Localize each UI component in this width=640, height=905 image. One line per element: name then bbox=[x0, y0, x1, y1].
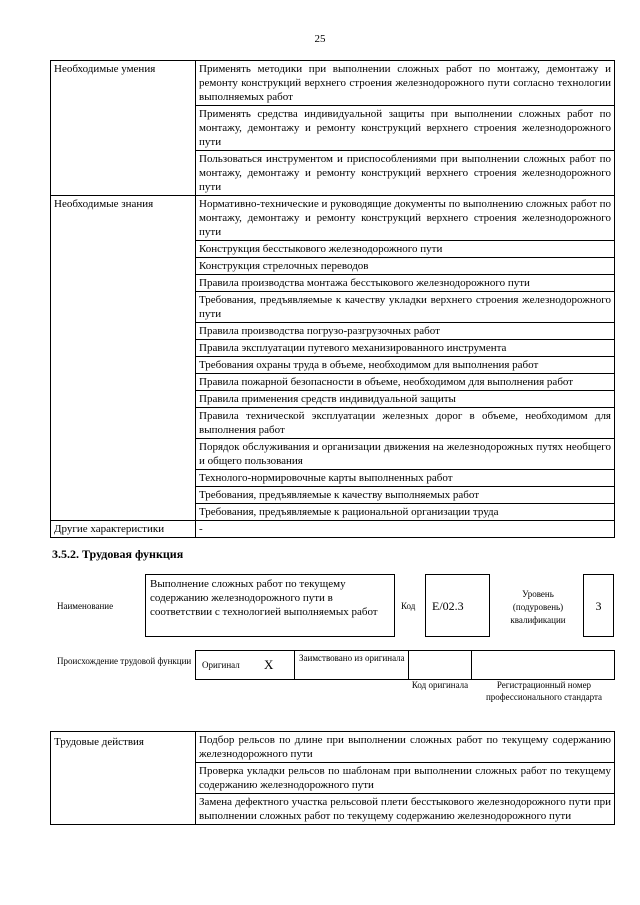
page-number: 25 bbox=[314, 33, 326, 45]
original-mark: X bbox=[264, 657, 274, 672]
table-cell: Требования, предъявляемые к качеству выполняемых работ bbox=[196, 487, 615, 504]
table-cell: Правила производства погрузо-разгрузочных работ bbox=[196, 323, 615, 340]
table-cell: Технолого-нормировочные карты выполненных работ bbox=[196, 470, 615, 487]
section-title: 3.5.2. Трудовая функция bbox=[52, 547, 184, 561]
table-cell: Правила производства монтажа бесстыкового железнодорожного пути bbox=[196, 275, 615, 292]
row-label-actions: Трудовые действия bbox=[51, 732, 196, 825]
row-label-skills: Необходимые умения bbox=[51, 61, 196, 196]
reg-number-box bbox=[471, 650, 615, 680]
borrowed-label: Заимствовано из оригинала bbox=[299, 653, 405, 663]
level-box bbox=[583, 574, 614, 637]
origin-code-label: Код оригинала bbox=[411, 680, 469, 690]
table-row bbox=[51, 732, 615, 763]
row-label-knowledge: Необходимые знания bbox=[51, 196, 196, 521]
function-name-box bbox=[145, 574, 395, 637]
table-row bbox=[51, 61, 615, 106]
table-cell: Пользоваться инструментом и приспособлениями при выполнении сложных работ по монтажу, демонтажу и ремонту конструкций верхнего строения железнодорожного пути bbox=[196, 151, 615, 196]
original-label: Оригинал bbox=[202, 660, 240, 670]
reg-number-label: Регистрационный номер профессионального стандарта bbox=[485, 680, 603, 702]
table-cell: Конструкция стрелочных переводов bbox=[196, 258, 615, 275]
table-cell: Требования, предъявляемые к качеству укладки верхнего строения железнодорожного пути bbox=[196, 292, 615, 323]
table-cell: Нормативно-технические и руководящие документы по выполнению сложных работ по монтажу, демонтажу и ремонту конструкций верхнего строения железнодорожного пути bbox=[196, 196, 615, 241]
table-cell: Требования, предъявляемые к рациональной организации труда bbox=[196, 504, 615, 521]
table-cell: Правила применения средств индивидуальной защиты bbox=[196, 391, 615, 408]
table-cell: Применять средства индивидуальной защиты при выполнении сложных работ по монтажу, демонтажу и ремонту конструкций верхнего строения железнодорожного пути bbox=[196, 106, 615, 151]
table-row bbox=[51, 521, 615, 538]
table-cell: - bbox=[196, 521, 615, 538]
table-cell: Правила технической эксплуатации железных дорог в объеме, необходимом для выполнения работ bbox=[196, 408, 615, 439]
original-box bbox=[195, 650, 295, 680]
level-value: 3 bbox=[595, 599, 602, 613]
borrowed-box bbox=[294, 650, 409, 680]
table-cell: Требования охраны труда в объеме, необходимом для выполнения работ bbox=[196, 357, 615, 374]
table-row bbox=[51, 196, 615, 241]
table-cell: Правила эксплуатации путевого механизированного инструмента bbox=[196, 340, 615, 357]
table-cell: Подбор рельсов по длине при выполнении сложных работ по текущему содержанию железнодорожного пути bbox=[196, 732, 615, 763]
table-cell: Конструкция бесстыкового железнодорожного пути bbox=[196, 241, 615, 258]
table-cell: Замена дефектного участка рельсовой плети бесстыкового железнодорожного пути при выполнении сложных работ по текущему содержанию железнодорожного пути bbox=[196, 794, 615, 825]
function-name: Выполнение сложных работ по текущему содержанию железнодорожного пути в соответствии с технологией выполняемых работ bbox=[150, 578, 378, 618]
code-label: Код bbox=[401, 601, 416, 611]
table-cell: Порядок обслуживания и организации движения на железнодорожных путях необщего и общего пользования bbox=[196, 439, 615, 470]
labor-actions-table bbox=[50, 731, 615, 825]
code-value: E/02.3 bbox=[432, 599, 464, 613]
name-label: Наименование bbox=[57, 601, 114, 611]
requirements-table bbox=[50, 60, 615, 538]
table-cell: Правила пожарной безопасности в объеме, необходимом для выполнения работ bbox=[196, 374, 615, 391]
code-box bbox=[425, 574, 490, 637]
origin-code-box bbox=[408, 650, 472, 680]
table-cell: Применять методики при выполнении сложных работ по монтажу, демонтажу и ремонту конструкций верхнего строения железнодорожного пути согласно технологии выполняемых работ bbox=[196, 61, 615, 106]
level-label: Уровень (подуровень) квалификации bbox=[510, 589, 566, 625]
origin-label: Происхождение трудовой функции bbox=[57, 656, 192, 666]
table-cell: Проверка укладки рельсов по шаблонам при выполнении сложных работ по текущему содержанию железнодорожного пути bbox=[196, 763, 615, 794]
row-label-other: Другие характеристики bbox=[51, 521, 196, 538]
